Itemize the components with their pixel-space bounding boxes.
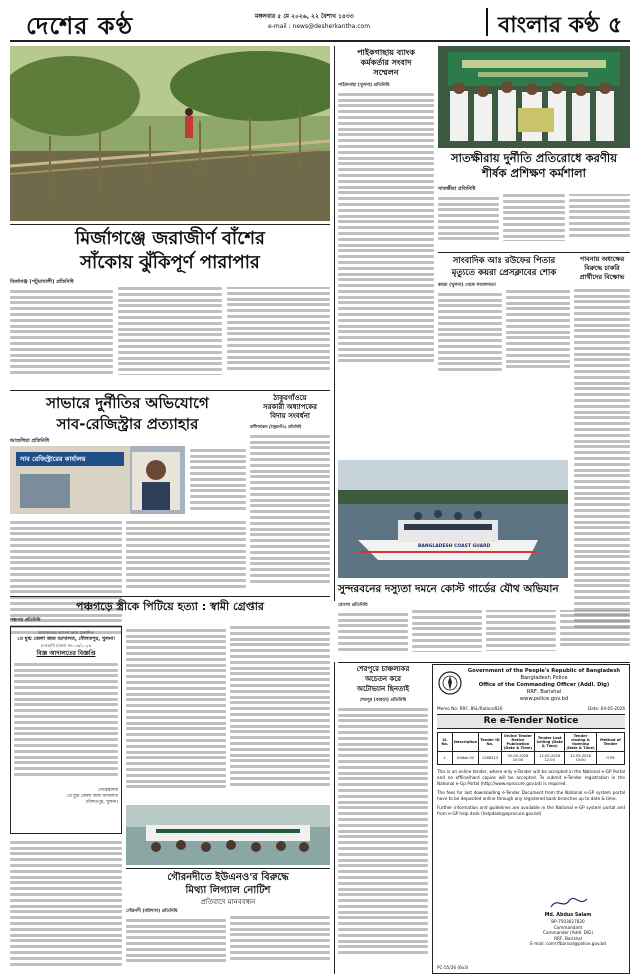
legal-notice-headline-line-2: মিথ্যা লিগ্যাল নোটিশ xyxy=(185,885,271,896)
sherpur-body xyxy=(338,705,428,974)
bank-byline: পাইকগাছা (খুলনা) প্রতিনিধি xyxy=(338,83,390,88)
masthead-left-title: দেশের কণ্ঠ xyxy=(26,11,134,40)
masthead xyxy=(10,6,630,40)
legal-notice-top-rule xyxy=(126,868,330,869)
mourning-headline-line-1: সাংবাদিক আঃ রউফের পিতার xyxy=(452,256,556,266)
tender-signer-rank: Commander (Addl. DIG) xyxy=(542,930,594,935)
table-row xyxy=(438,752,625,765)
tender-col-id: Tender ID No. xyxy=(479,733,501,752)
tender-cell-last-selling: 12-05-2026 12:00 xyxy=(535,752,565,765)
court-notice xyxy=(10,626,122,834)
satkhira-body xyxy=(438,194,630,249)
tender-table xyxy=(437,732,625,765)
sherpur-headline-line-2: অচেতন করে xyxy=(364,675,402,683)
water-headline-line-1: পাবনায় অধ্যক্ষের xyxy=(579,255,625,263)
vertical-rule-bottom xyxy=(334,662,335,974)
tender-cell-sl: 1. xyxy=(438,752,453,765)
registrar-photo-sign: সাব রেজিস্ট্রারের কার্যালয় xyxy=(20,455,86,463)
murder-headline: পঞ্চগড়ে স্ত্রীকে পিটিয়ে হত্যা : স্বামী গ্রেপ্তার xyxy=(76,600,264,613)
coast-guard-body xyxy=(338,610,630,658)
legal-notice-headline-line-3: প্রতিবাদে মানববন্ধন xyxy=(200,898,256,906)
tender-website: www.police.gov.bd xyxy=(519,696,569,702)
legal-notice-headline xyxy=(126,871,330,907)
sherpur-headline-line-3: অটোভ্যান ছিনতাই xyxy=(357,685,409,693)
tender-col-publication: Online Tender Notice Publication (Date & Time) xyxy=(501,733,535,752)
tender-col-sl: Sl. No. xyxy=(438,733,453,752)
bamboo-headline-line-1: মির্জাগঞ্জে জরাজীর্ণ বাঁশের xyxy=(75,228,265,249)
bamboo-byline: মির্জাগঞ্জ (পটুয়াখালী) প্রতিনিধি xyxy=(10,279,74,285)
court-notice-header-1: আদালতের আদেশ ক্রমে প্রকাশিত xyxy=(38,630,94,635)
tender-cell-publication: 05-05-2026 10:00 xyxy=(501,752,535,765)
mourning-body xyxy=(438,290,570,385)
bamboo-body xyxy=(10,287,330,385)
satkhira-headline-line-1: সাতক্ষীরায় দুর্নীতি প্রতিরোধে করণীয় xyxy=(451,151,617,165)
coast-guard-boat-photo xyxy=(338,460,568,578)
water-headline-line-2: বিরুদ্ধে চাকরি xyxy=(584,264,620,272)
thakurgaon-body xyxy=(250,432,330,592)
bank-headline-line-2: কর্মকর্তার সংবাদ xyxy=(360,58,412,67)
court-notice-court-name: ১ম যুগ্ম জেলা জজ আদালত xyxy=(66,794,118,799)
signature-icon xyxy=(549,895,589,911)
tender-memo: Memo No: RRF, BSL/Ration/826 xyxy=(437,706,503,711)
vertical-rule-top xyxy=(334,46,335,601)
tender-signer-bp: BP-7503027820 xyxy=(551,919,585,924)
thakurgaon-headline-line-2: সরকারী অধ্যাপকের xyxy=(262,403,318,411)
thakurgaon-byline: রানীশংকৈল (ঠাকুরগাঁও) প্রতিনিধি xyxy=(250,424,302,429)
court-notice-signature: সেরেস্তাদার xyxy=(98,788,118,793)
sherpur-headline xyxy=(338,664,428,694)
sherpur-byline: শেরপুর (বগুড়া) প্রতিনিধি xyxy=(359,698,407,703)
court-notice-body xyxy=(14,660,118,788)
tender-col-description: Description xyxy=(452,733,478,752)
tender-cell-closing: 12-05-2026 13:00 xyxy=(565,752,597,765)
bank-headline xyxy=(338,48,434,78)
tender-signer-email: E-mail: comrrfbarisal@police.gov.bd xyxy=(530,941,606,946)
registrar-office-photo xyxy=(10,446,185,514)
page-number: ৫ xyxy=(608,13,623,38)
thakurgaon-headline xyxy=(250,394,330,421)
row2-top-rule xyxy=(10,390,330,391)
tender-col-closing: Tender closing & Opening (Date & Time) xyxy=(566,734,595,750)
tender-signer-name: Md. Abdus Salam xyxy=(544,913,592,918)
masthead-rule xyxy=(10,40,630,42)
tender-para-2: The fees for last downloading e-Tender Document from the National e-GP system portal have to be deposited online through any registered bank branches up to date & time. xyxy=(437,790,625,801)
satkhira-byline: সাতক্ষীরা প্রতিনিধি xyxy=(438,186,476,192)
bamboo-bridge-photo xyxy=(10,46,330,221)
tender-office-line: Office of the Commanding Officer (Addl. Dig) xyxy=(478,682,610,688)
tender-ref-code: PC-55/26 (6x3) xyxy=(437,965,469,970)
thakurgaon-headline-line-1: ঠাকুরগাঁওয়ে xyxy=(273,394,307,402)
registrar-headline xyxy=(10,393,245,435)
registrar-headline-line-1: সাভারে দুর্নীতির অভিযোগে xyxy=(46,394,209,412)
court-notice-header-2: ১ম যুগ্ম জেলা জজ আদালত, দৌলতপুর, খুলনা। xyxy=(16,636,116,642)
mourning-headline-line-2: মৃত্যুতে কয়রা প্রেসক্লাবের শোক xyxy=(451,268,557,278)
tender-date: Date: 04-05-2026 xyxy=(587,706,625,711)
legal-notice-body xyxy=(126,916,330,974)
legal-notice-protest-photo xyxy=(126,805,330,865)
bank-body xyxy=(338,90,434,385)
tender-para-1: This is an online tender, where only e-Tender will be accepted in the National e-GP Portal and no offline/hard copies will be accepted. To submit e-Tender registration in the National e-Gp Portal (http://www.eprocure.gov.bd) is required. xyxy=(437,769,625,786)
murder-top-rule xyxy=(10,596,330,597)
court-notice-lower-text xyxy=(10,838,122,974)
tender-cell-method: OTM xyxy=(596,752,624,765)
mourning-top-rule xyxy=(438,252,630,253)
tender-signer-unit: RRF, Barishal xyxy=(554,935,582,941)
court-notice-title: বিজ্ঞ আদালতের বিজ্ঞপ্তি xyxy=(36,650,96,657)
tender-notice xyxy=(432,664,630,974)
masthead-separator xyxy=(486,8,488,36)
murder-body xyxy=(126,626,330,801)
water-body xyxy=(574,286,630,658)
tender-para-3: Further information and guidelines are available in the National e-GP system portal and from e-GP help desk (helpdesk@eprocure.gov.bd) xyxy=(437,805,625,816)
satkhira-workshop-photo xyxy=(438,46,630,148)
registrar-byline: আশুলিয়া প্রতিনিধি xyxy=(10,438,49,444)
satkhira-headline-line-2: শীর্ষক প্রশিক্ষণ কর্মশালা xyxy=(482,166,586,180)
thakurgaon-headline-line-3: বিদায় সংবর্ধনা xyxy=(270,412,310,420)
coast-guard-headline: সুন্দরবনের দস্যুতা দমনে কোস্ট গার্ডের যৌথ অভিযান xyxy=(338,583,559,595)
tender-cell-description: Edible Oil xyxy=(452,752,478,765)
tender-police-line: Bangladesh Police xyxy=(520,675,568,681)
tender-signer-title: Commandant xyxy=(553,924,583,930)
bamboo-headline-top-rule xyxy=(10,224,330,225)
tender-col-last-selling: Tender Last Selling (Date & Time) xyxy=(535,733,565,752)
coast-guard-boat-label: BANGLADESH COAST GUARD xyxy=(418,544,491,549)
masthead-email: e-mail : news@desherkantha.com xyxy=(268,23,371,30)
tender-col-method: Method of Tender xyxy=(596,733,624,752)
bamboo-headline-line-2: সাঁকোয় ঝুঁকিপূর্ণ পারাপার xyxy=(80,252,260,273)
court-notice-header-3: দেওয়ানি মামলা নং-০৬/২০২৬ xyxy=(40,643,92,648)
registrar-headline-line-2: সাব-রেজিস্ট্রার প্রত্যাহার xyxy=(56,415,199,433)
bamboo-headline xyxy=(10,227,330,275)
tender-title: Re e-Tender Notice xyxy=(437,714,625,729)
mourning-byline: কয়রা (খুলনা) থেকে সংবাদদাতা xyxy=(438,283,496,288)
murder-byline: পঞ্চগড় প্রতিনিধি xyxy=(10,618,41,623)
court-notice-city: দৌলতপুর, খুলনা। xyxy=(85,800,118,805)
masthead-right-title: বাংলার কণ্ঠ xyxy=(498,12,600,38)
registrar-body-right xyxy=(126,518,246,592)
bank-headline-line-3: সম্মেলন xyxy=(373,68,399,77)
legal-notice-byline: গৌরনদী (বরিশাল) প্রতিনিধি xyxy=(126,909,178,914)
tender-cell-id: 1268323 xyxy=(479,752,501,765)
tender-gov-line: Government of the People's Republic of Bangladesh xyxy=(467,668,621,674)
tender-unit-line: RRF, Barishal xyxy=(526,689,562,695)
police-emblem-icon xyxy=(438,671,462,695)
water-headline xyxy=(574,255,630,282)
registrar-body-top xyxy=(190,446,246,514)
legal-notice-headline-line-1: গৌরনদীতে ইউএনও'র বিরুদ্ধে xyxy=(167,872,289,883)
satkhira-headline xyxy=(438,151,630,181)
sherpur-headline-line-1: শেরপুরে চাঞ্চল্যকর xyxy=(356,665,410,673)
bank-headline-line-1: পাইকগাছায় ব্যাংক xyxy=(357,48,415,57)
masthead-date: মঙ্গলবার ৫ মে ২০২৬, ২২ বৈশাখ ১৪৩৩ xyxy=(255,13,354,20)
sherpur-top-rule xyxy=(338,662,630,663)
mourning-headline xyxy=(438,255,570,279)
coast-guard-byline: মোংলা প্রতিনিধি xyxy=(338,603,368,608)
water-headline-line-3: প্রার্থীদের বিক্ষোভ xyxy=(579,273,625,281)
